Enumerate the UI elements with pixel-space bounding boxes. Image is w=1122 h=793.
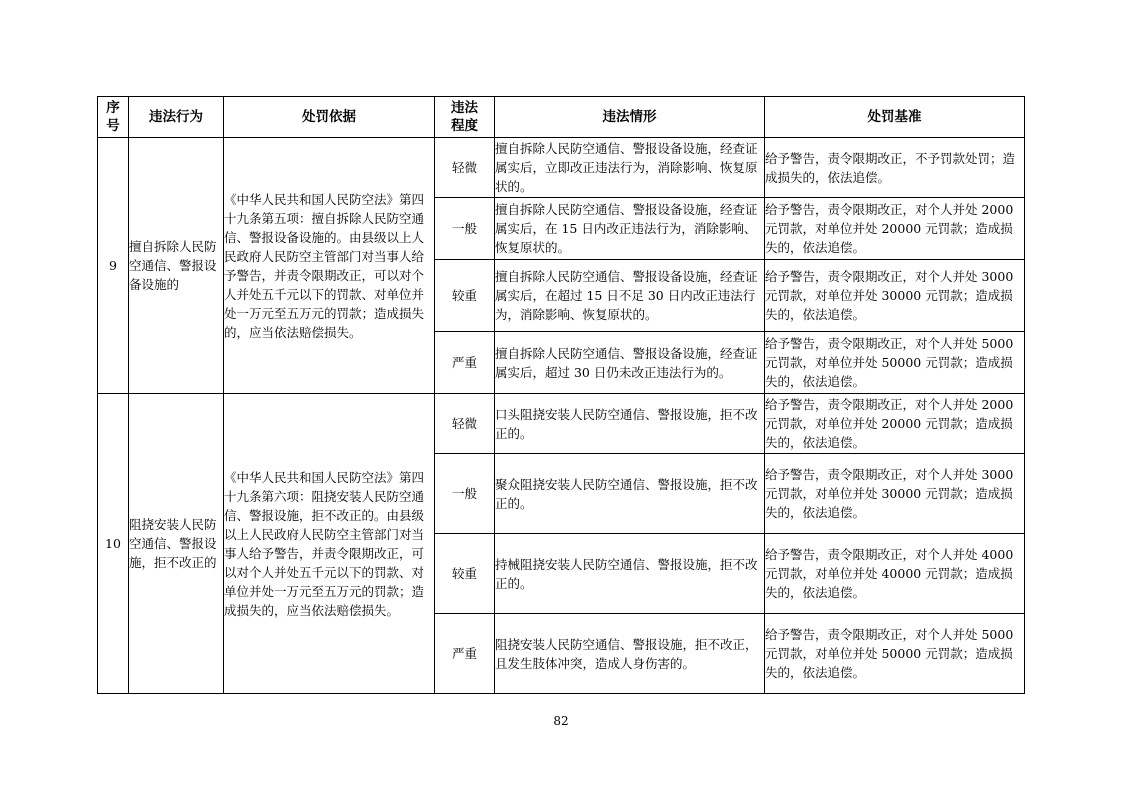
standard-cell: 给予警告，责令限期改正，对个人并处 3000 元罚款，对单位并处 30000 元罚款；造成损失的，依法追偿。	[765, 260, 1025, 332]
standard-cell: 给予警告，责令限期改正，对个人并处 4000 元罚款，对单位并处 40000 元罚款；造成损失的，依法追偿。	[765, 534, 1025, 614]
situation-cell: 聚众阻挠安装人民防空通信、警报设施，拒不改正的。	[495, 454, 765, 534]
seq-cell: 10	[98, 394, 129, 694]
header-standard: 处罚基准	[765, 97, 1025, 138]
table-row	[98, 138, 1025, 198]
degree-cell: 严重	[435, 332, 495, 394]
degree-cell: 严重	[435, 614, 495, 694]
header-degree: 违法程度	[435, 97, 495, 138]
situation-cell: 擅自拆除人民防空通信、警报设备设施，经查证属实后，立即改正违法行为，消除影响、恢复原状的。	[495, 138, 765, 198]
situation-cell: 阻挠安装人民防空通信、警报设施，拒不改正，且发生肢体冲突，造成人身伤害的。	[495, 614, 765, 694]
header-seq: 序号	[98, 97, 129, 138]
basis-cell: 《中华人民共和国人民防空法》第四十九条第六项：阻挠安装人民防空通信、警报设施，拒不改正的。由县级以上人民政府人民防空主管部门对当事人给予警告，并责令限期改正，可以对个人并处五千元以下的罚款、对单位并处一万元至五万元的罚款；造成损失的，应当依法赔偿损失。	[224, 394, 435, 694]
degree-cell: 一般	[435, 454, 495, 534]
act-cell: 阻挠安装人民防空通信、警报设施，拒不改正的	[129, 394, 224, 694]
table-row	[98, 394, 1025, 454]
standard-cell: 给予警告，责令限期改正，对个人并处 2000 元罚款，对单位并处 20000 元罚款；造成损失的，依法追偿。	[765, 394, 1025, 454]
basis-cell: 《中华人民共和国人民防空法》第四十九条第五项：擅自拆除人民防空通信、警报设备设施的。由县级以上人民政府人民防空主管部门对当事人给予警告，并责令限期改正，可以对个人并处五千元以下的罚款、对单位并处一万元至五万元的罚款；造成损失的，应当依法赔偿损失。	[224, 138, 435, 394]
page-number: 82	[553, 714, 569, 728]
situation-cell: 持械阻挠安装人民防空通信、警报设施，拒不改正的。	[495, 534, 765, 614]
penalty-standard-table	[97, 96, 1025, 694]
situation-cell: 擅自拆除人民防空通信、警报设备设施，经查证属实后，在超过 15 日不足 30 日内改正违法行为，消除影响、恢复原状的。	[495, 260, 765, 332]
degree-cell: 一般	[435, 198, 495, 260]
header-act: 违法行为	[129, 97, 224, 138]
situation-cell: 擅自拆除人民防空通信、警报设备设施，经查证属实后，超过 30 日仍未改正违法行为的。	[495, 332, 765, 394]
degree-cell: 轻微	[435, 138, 495, 198]
header-row	[98, 97, 1025, 138]
standard-cell: 给予警告，责令限期改正，对个人并处 5000 元罚款，对单位并处 50000 元罚款；造成损失的，依法追偿。	[765, 332, 1025, 394]
degree-cell: 轻微	[435, 394, 495, 454]
seq-cell: 9	[98, 138, 129, 394]
degree-cell: 较重	[435, 260, 495, 332]
situation-cell: 擅自拆除人民防空通信、警报设备设施，经查证属实后，在 15 日内改正违法行为，消除影响、恢复原状的。	[495, 198, 765, 260]
situation-cell: 口头阻挠安装人民防空通信、警报设施，拒不改正的。	[495, 394, 765, 454]
degree-cell: 较重	[435, 534, 495, 614]
header-basis: 处罚依据	[224, 97, 435, 138]
standard-cell: 给予警告，责令限期改正，对个人并处 5000 元罚款，对单位并处 50000 元罚款；造成损失的，依法追偿。	[765, 614, 1025, 694]
standard-cell: 给予警告，责令限期改正，对个人并处 2000 元罚款，对单位并处 20000 元罚款；造成损失的，依法追偿。	[765, 198, 1025, 260]
standard-cell: 给予警告，责令限期改正，对个人并处 3000 元罚款，对单位并处 30000 元罚款；造成损失的，依法追偿。	[765, 454, 1025, 534]
act-cell: 擅自拆除人民防空通信、警报设备设施的	[129, 138, 224, 394]
standard-cell: 给予警告，责令限期改正，不予罚款处罚；造成损失的，依法追偿。	[765, 138, 1025, 198]
header-situation: 违法情形	[495, 97, 765, 138]
